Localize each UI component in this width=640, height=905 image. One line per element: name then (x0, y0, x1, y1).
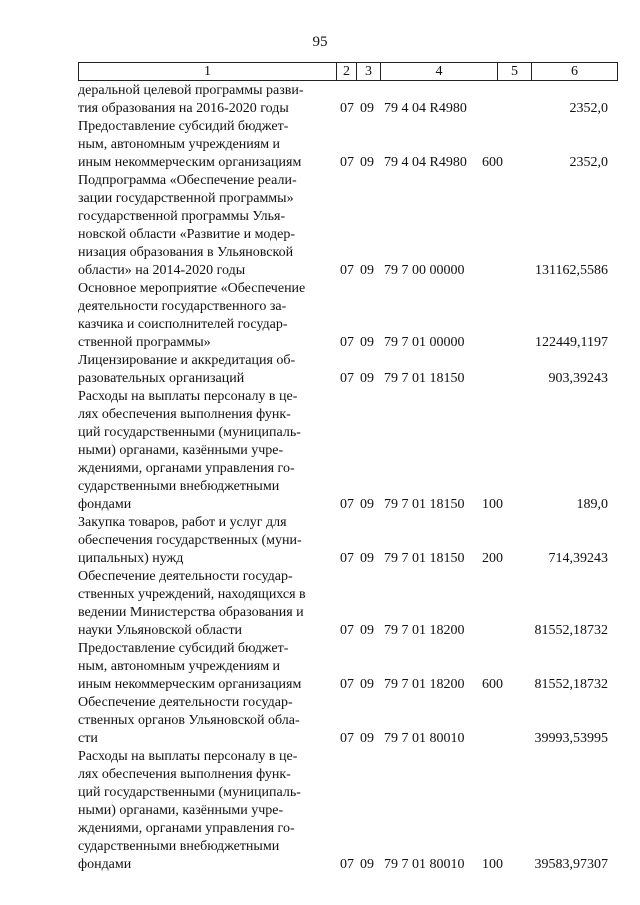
section-code: 07 (340, 857, 354, 872)
row-description (78, 694, 333, 748)
header-col-1: 1 (79, 63, 337, 80)
description-line: иным некоммерческим организациям (78, 155, 302, 170)
table-row (78, 118, 618, 172)
row-description (78, 82, 333, 118)
subsection-code: 09 (360, 677, 374, 692)
description-line: ждениями, органами управления го- (78, 461, 295, 476)
table-row (78, 514, 618, 568)
target-article-code: 79 4 04 R4980 (384, 155, 467, 170)
target-article-code: 79 7 00 00000 (384, 263, 465, 278)
subsection-code: 09 (360, 623, 374, 638)
table-row (78, 568, 618, 640)
expense-type-code: 600 (482, 677, 503, 692)
description-line: разовательных организаций (78, 371, 245, 386)
description-line: Обеспечение деятельности государ- (78, 695, 293, 710)
target-article-code: 79 7 01 18150 (384, 551, 465, 566)
row-amount: 39583,97307 (534, 857, 608, 872)
row-amount: 131162,5586 (535, 263, 608, 278)
section-code: 07 (340, 263, 354, 278)
row-amount: 903,39243 (548, 371, 608, 386)
target-article-code: 79 7 01 18200 (384, 677, 465, 692)
table-header (78, 62, 618, 81)
table-row (78, 694, 618, 748)
table-row (78, 388, 618, 514)
description-line: ственных учреждений, находящихся в (78, 587, 306, 602)
description-line: фондами (78, 857, 132, 872)
row-amount: 189,0 (576, 497, 608, 512)
description-line: сти (78, 731, 98, 746)
description-line: сударственными внебюджетными (78, 479, 280, 494)
description-line: Предоставление субсидий бюджет- (78, 641, 289, 656)
target-article-code: 79 7 01 18150 (384, 497, 465, 512)
table-row (78, 280, 618, 352)
description-line: ственных органов Ульяновской обла- (78, 713, 300, 728)
header-col-6: 6 (571, 63, 578, 79)
row-amount: 81552,18732 (534, 677, 608, 692)
description-line: лях обеспечения выполнения функ- (78, 767, 291, 782)
description-line: новской области «Развитие и модер- (78, 227, 296, 242)
description-line: зации государственной программы» (78, 191, 294, 206)
row-description (78, 514, 333, 568)
subsection-code: 09 (360, 551, 374, 566)
row-description (78, 640, 333, 694)
description-line: низация образования в Ульяновской (78, 245, 294, 260)
table-row (78, 640, 618, 694)
row-description (78, 352, 333, 388)
subsection-code: 09 (360, 857, 374, 872)
description-line: казчика и соисполнителей государ- (78, 317, 288, 332)
description-line: ципальных) нужд (78, 551, 184, 566)
target-article-code: 79 7 01 80010 (384, 857, 465, 872)
description-line: науки Ульяновской области (78, 623, 243, 638)
description-line: ственной программы» (78, 335, 211, 350)
description-line: Лицензирование и аккредитация об- (78, 353, 296, 368)
target-article-code: 79 7 01 18150 (384, 371, 465, 386)
row-description (78, 172, 333, 280)
table-row (78, 172, 618, 280)
row-description (78, 748, 333, 874)
description-line: деятельности государственного за- (78, 299, 287, 314)
section-code: 07 (340, 623, 354, 638)
subsection-code: 09 (360, 101, 374, 116)
description-line: ными) органами, казёнными учре- (78, 443, 284, 458)
subsection-code: 09 (360, 497, 374, 512)
description-line: ций государственными (муниципаль- (78, 785, 301, 800)
section-code: 07 (340, 677, 354, 692)
target-article-code: 79 7 01 18200 (384, 623, 465, 638)
expense-type-code: 200 (482, 551, 503, 566)
description-line: лях обеспечения выполнения функ- (78, 407, 291, 422)
description-line: ным, автономным учреждениям и (78, 137, 281, 152)
header-col-5: 5 (498, 63, 532, 80)
description-line: ждениями, органами управления го- (78, 821, 295, 836)
section-code: 07 (340, 731, 354, 746)
page-number: 95 (312, 34, 328, 50)
description-line: иным некоммерческим организациям (78, 677, 302, 692)
subsection-code: 09 (360, 335, 374, 350)
description-line: Расходы на выплаты персоналу в це- (78, 389, 298, 404)
target-article-code: 79 7 01 00000 (384, 335, 465, 350)
row-amount: 81552,18732 (534, 623, 608, 638)
row-amount: 2352,0 (569, 101, 608, 116)
row-amount: 122449,1197 (535, 335, 608, 350)
header-col-3: 3 (357, 63, 381, 80)
subsection-code: 09 (360, 155, 374, 170)
section-code: 07 (340, 371, 354, 386)
header-col-4: 4 (381, 63, 498, 80)
subsection-code: 09 (360, 263, 374, 278)
table-row (78, 82, 618, 118)
description-line: Основное мероприятие «Обеспечение (78, 281, 306, 296)
description-line: Подпрограмма «Обеспечение реали- (78, 173, 297, 188)
header-col-2: 2 (337, 63, 357, 80)
row-amount: 714,39243 (548, 551, 608, 566)
description-line: ными) органами, казёнными учре- (78, 803, 284, 818)
description-line: ций государственными (муниципаль- (78, 425, 301, 440)
subsection-code: 09 (360, 371, 374, 386)
row-amount: 39993,53995 (534, 731, 608, 746)
row-description (78, 568, 333, 640)
description-line: Закупка товаров, работ и услуг для (78, 515, 287, 530)
subsection-code: 09 (360, 731, 374, 746)
expense-type-code: 100 (482, 857, 503, 872)
expense-type-code: 600 (482, 155, 503, 170)
description-line: Предоставление субсидий бюджет- (78, 119, 289, 134)
description-line: тия образования на 2016-2020 годы (78, 101, 289, 116)
description-line: обеспечения государственных (муни- (78, 533, 302, 548)
description-line: деральной целевой программы разви- (78, 83, 304, 98)
row-description (78, 118, 333, 172)
row-description (78, 388, 333, 514)
target-article-code: 79 4 04 R4980 (384, 101, 467, 116)
description-line: ведении Министерства образования и (78, 605, 304, 620)
section-code: 07 (340, 101, 354, 116)
description-line: ным, автономным учреждениям и (78, 659, 281, 674)
section-code: 07 (340, 551, 354, 566)
description-line: государственной программы Улья- (78, 209, 286, 224)
section-code: 07 (340, 155, 354, 170)
table-body (78, 82, 618, 874)
table-row (78, 748, 618, 874)
description-line: Расходы на выплаты персоналу в це- (78, 749, 298, 764)
section-code: 07 (340, 335, 354, 350)
description-line: сударственными внебюджетными (78, 839, 280, 854)
description-line: области» на 2014-2020 годы (78, 263, 246, 278)
target-article-code: 79 7 01 80010 (384, 731, 465, 746)
expense-type-code: 100 (482, 497, 503, 512)
section-code: 07 (340, 497, 354, 512)
table-row (78, 352, 618, 388)
row-description (78, 280, 333, 352)
description-line: Обеспечение деятельности государ- (78, 569, 293, 584)
row-amount: 2352,0 (569, 155, 608, 170)
description-line: фондами (78, 497, 132, 512)
